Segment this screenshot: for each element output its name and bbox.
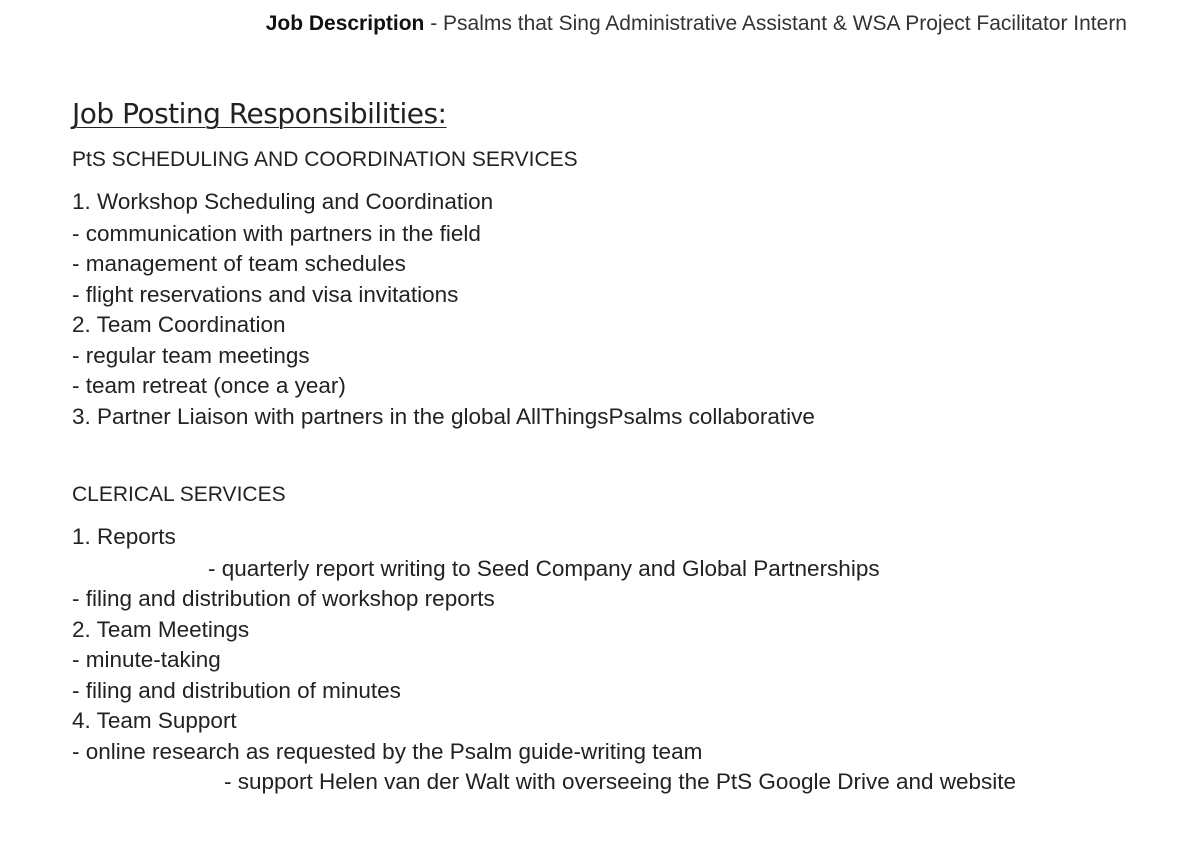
clerical-item: - quarterly report writing to Seed Company and Global Partnerships [208, 556, 880, 581]
clerical-item: 1. Reports [72, 524, 176, 549]
scheduling-item: - management of team schedules [72, 251, 406, 276]
scheduling-item: 2. Team Coordination [72, 312, 286, 337]
scheduling-item: - communication with partners in the field [72, 221, 481, 246]
header-label: Job Description [265, 12, 425, 35]
scheduling-item: 1. Workshop Scheduling and Coordination [72, 189, 494, 214]
clerical-item: - support Helen van der Walt with overseeing the PtS Google Drive and website [224, 769, 1017, 794]
clerical-item: 2. Team Meetings [72, 617, 250, 642]
clerical-item: - minute-taking [72, 647, 221, 672]
clerical-heading: CLERICAL SERVICES [72, 483, 286, 506]
page-header [266, 9, 1127, 39]
scheduling-item: - flight reservations and visa invitations [72, 282, 459, 307]
scheduling-item: - team retreat (once a year) [72, 373, 346, 398]
scheduling-heading: PtS SCHEDULING AND COORDINATION SERVICES [72, 148, 578, 171]
header-title: - Psalms that Sing Administrative Assistant & WSA Project Facilitator Intern [424, 12, 1127, 35]
clerical-item: - online research as requested by the Psalm guide-writing team [72, 739, 703, 764]
scheduling-item: 3. Partner Liaison with partners in the global AllThingsPsalms collaborative [72, 404, 815, 429]
scheduling-item: - regular team meetings [72, 343, 310, 368]
clerical-item: - filing and distribution of workshop reports [72, 586, 495, 611]
section-title: Job Posting Responsibilities: [72, 97, 447, 130]
clerical-item: - filing and distribution of minutes [72, 678, 401, 703]
clerical-item: 4. Team Support [72, 708, 237, 733]
